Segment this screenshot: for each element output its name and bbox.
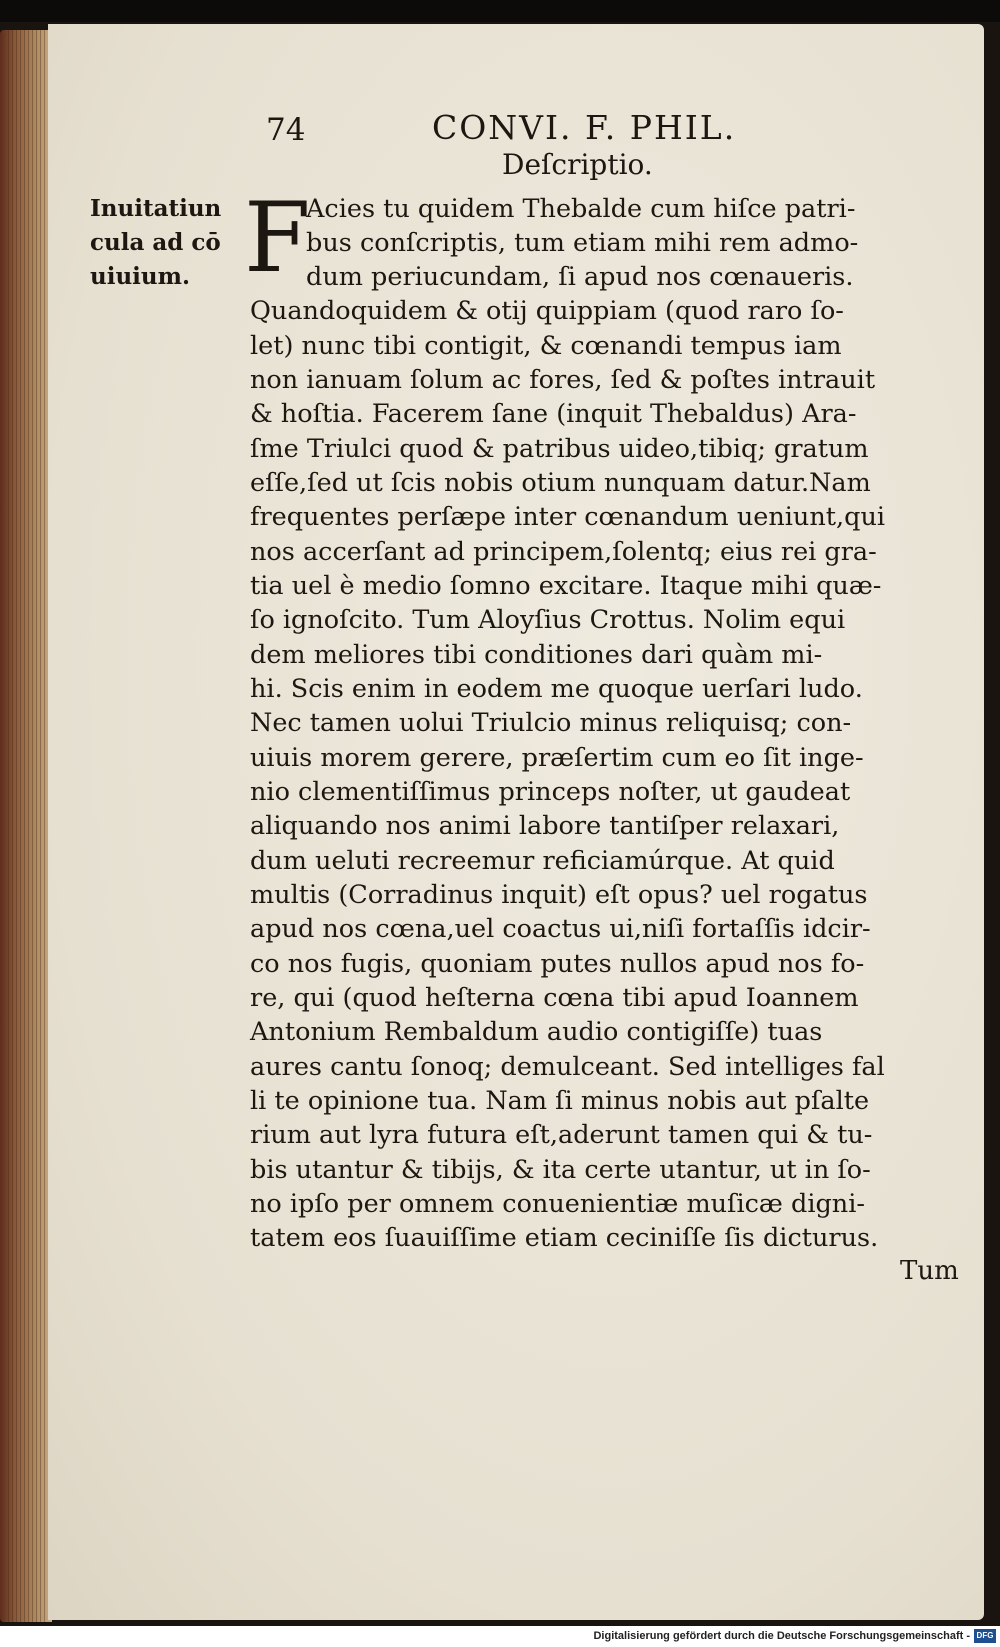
text-line: Quandoquidem & otij quippiam (quod raro ſo- (250, 296, 844, 326)
drop-cap: F (244, 182, 311, 294)
marginal-note-line: Inuitatiun (90, 195, 222, 222)
text-line: bus conſcriptis, tum etiam mihi rem admo- (306, 228, 859, 258)
page-number: 74 (266, 112, 306, 148)
text-line: li te opinione tua. Nam ſi minus nobis aut pſalte (250, 1086, 870, 1116)
text-line: tatem eos ſuauiſſime etiam ceciniſſe ſis dicturus. (250, 1223, 879, 1253)
text-line: Nec tamen uolui Triulcio minus reliquisq; con- (250, 708, 852, 738)
text-line: re, qui (quod heſterna cœna tibi apud Ioannem (250, 983, 859, 1013)
text-line: co nos fugis, quoniam putes nullos apud nos fo- (250, 949, 865, 979)
running-head: CONVI. F. PHIL. (432, 108, 737, 147)
text-line: uiuis morem gerere, præſertim cum eo ſit inge- (250, 743, 864, 773)
funding-credit: Digitalisierung gefördert durch die Deutsche Forschungsgemeinschaft - (593, 1630, 970, 1642)
text-line: ſme Triulci quod & patribus uideo,tibiq; gratum (250, 434, 869, 464)
text-line: Antonium Rembaldum audio contigiſſe) tuas (250, 1017, 823, 1047)
text-line: nio clementiſſimus princeps noſter, ut gaudeat (250, 777, 851, 807)
text-line: tia uel è medio ſomno excitare. Itaque mihi quæ- (250, 571, 882, 601)
text-line: ſo ignoſcito. Tum Aloyſius Crottus. Nolim equi (250, 605, 846, 635)
text-line: Acies tu quidem Thebalde cum hiſce patri- (306, 194, 856, 224)
text-line: rium aut lyra futura eſt,aderunt tamen qui & tu- (250, 1120, 873, 1150)
text-line: & hoſtia. Facerem ſane (inquit Thebaldus) Ara- (250, 399, 857, 429)
text-line: dem meliores tibi conditiones dari quàm mi- (250, 640, 823, 670)
text-line: no ipſo per omnem conuenientiæ muſicæ digni- (250, 1189, 865, 1219)
marginal-note-line: uiuium. (90, 263, 190, 290)
text-line: eſſe,ſed ut ſcis nobis otium nunquam datur.Nam (250, 468, 871, 498)
catchword: Tum (900, 1256, 959, 1286)
text-line: frequentes perſæpe inter cœnandum ueniunt,qui (250, 502, 886, 532)
section-title: Deſcriptio. (502, 148, 653, 181)
marginal-note-line: cula ad cō (90, 229, 221, 256)
text-line: apud nos cœna,uel coactus ui,niſi fortaſſis idcir- (250, 914, 871, 944)
text-line: dum ueluti recreemur reficiamúrque. At quid (250, 846, 835, 876)
page-edge-texture (8, 30, 48, 1622)
text-line: dum periucundam, ſi apud nos cœnaueris. (306, 262, 854, 292)
marginal-note (90, 192, 240, 294)
text-line: nos accerſant ad principem,ſolentq; eius rei gra- (250, 537, 877, 567)
text-line: aliquando nos animi labore tantiſper relaxari, (250, 811, 840, 841)
text-line: hi. Scis enim in eodem me quoque uerſari ludo. (250, 674, 863, 704)
footer-bar (0, 1626, 1000, 1647)
text-line: multis (Corradinus inquit) eſt opus? uel rogatus (250, 880, 868, 910)
text-line: non ianuam ſolum ac fores, ſed & poſtes intrauit (250, 365, 876, 395)
text-line: let) nunc tibi contigit, & cœnandi tempus iam (250, 331, 842, 361)
text-line: bis utantur & tibijs, & ita certe utantur, ut in ſo- (250, 1155, 871, 1185)
text-line: aures cantu ſonoq; demulceant. Sed intelliges fal (250, 1052, 885, 1082)
dfg-logo: DFG (974, 1629, 996, 1643)
